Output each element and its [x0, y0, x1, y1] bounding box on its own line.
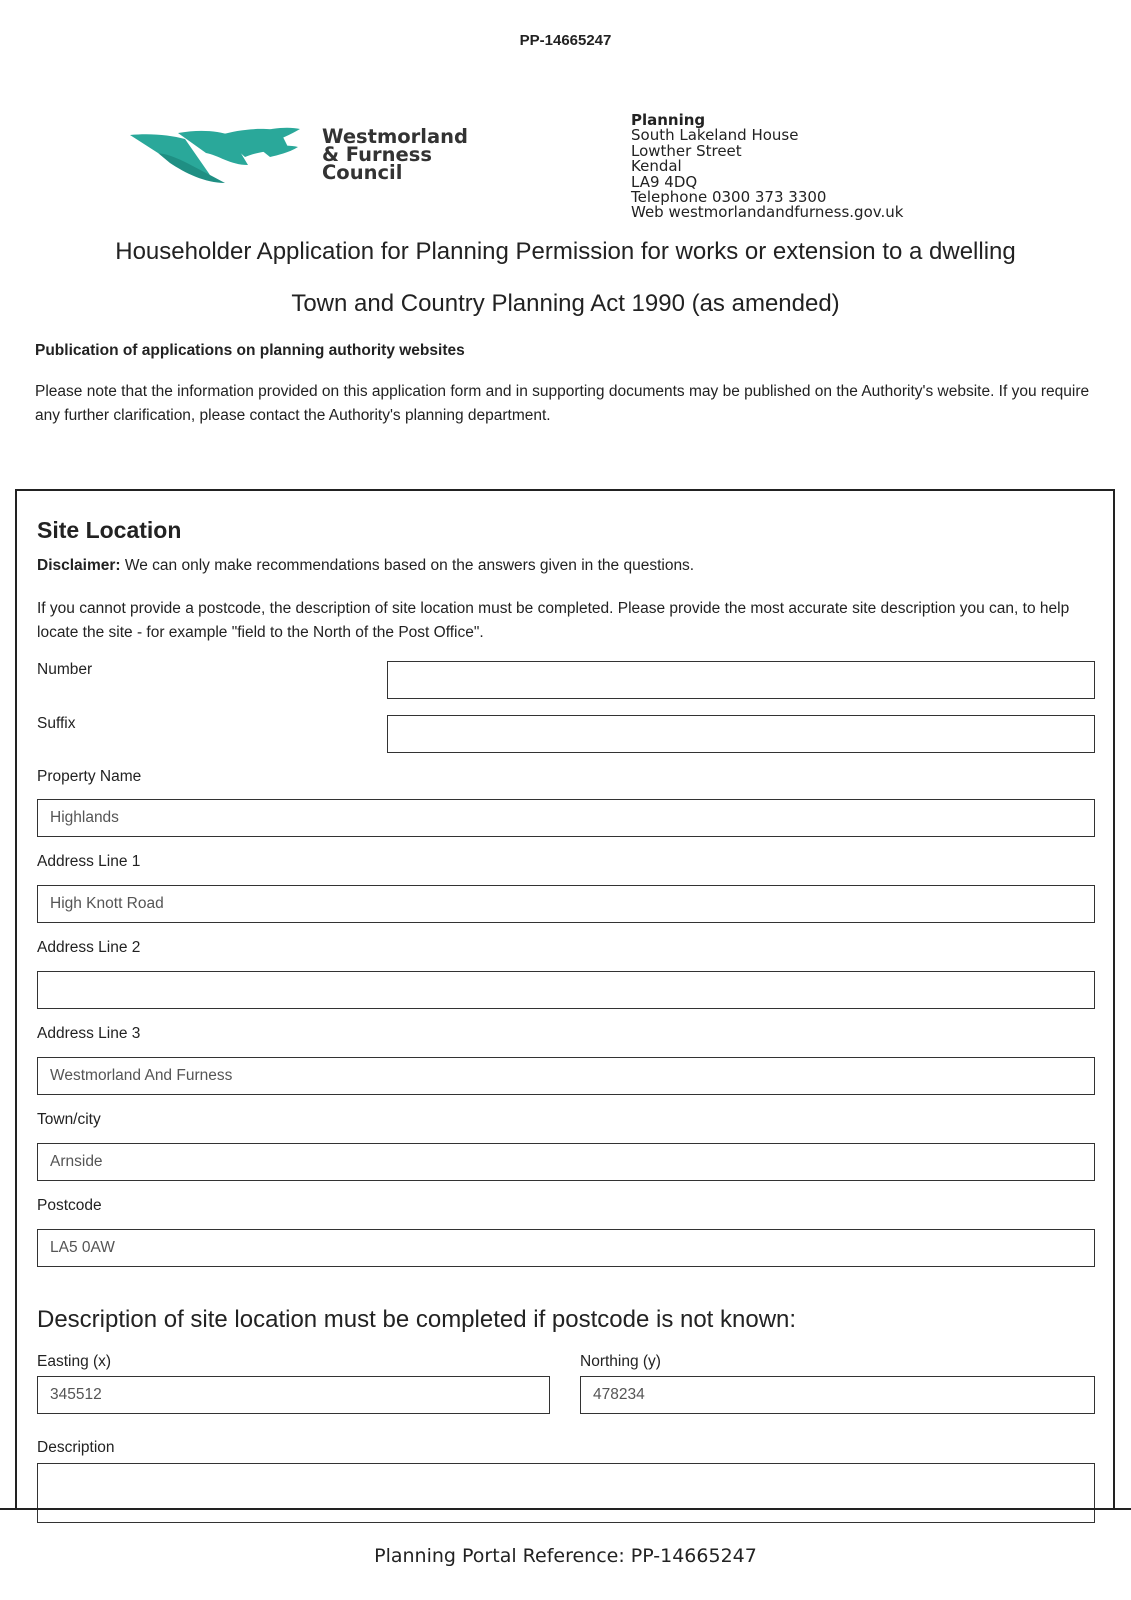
- address-line-2-field[interactable]: [37, 971, 1095, 1009]
- address-telephone: Telephone 0300 373 3300: [631, 188, 827, 207]
- town-city-field[interactable]: Arnside: [37, 1143, 1095, 1181]
- property-name-field[interactable]: Highlands: [37, 799, 1095, 837]
- council-logo-icon: [130, 125, 320, 195]
- number-label: Number: [37, 661, 93, 678]
- easting-field[interactable]: 345512: [37, 1376, 550, 1414]
- easting-label: Easting (x): [37, 1353, 112, 1370]
- address-line: Kendal: [631, 157, 682, 176]
- council-logo: [130, 120, 530, 200]
- site-location-section: [15, 489, 1115, 1509]
- address-line-3-label: Address Line 3: [37, 1025, 141, 1042]
- publication-text: Please note that the information provided on this application form and in supporting documents may be published on the Authority's website. If you require any further clarification, please contact the Authority's planning department.: [35, 383, 1090, 424]
- form-title: Householder Application for Planning Permission for works or extension to a dwelling: [115, 238, 1016, 265]
- disclaimer-label: Disclaimer:: [37, 557, 121, 574]
- property-name-label: Property Name: [37, 768, 142, 785]
- address-line: Lowther Street: [631, 141, 742, 160]
- description-field[interactable]: [37, 1463, 1095, 1523]
- page-reference: PP-14665247: [519, 32, 612, 49]
- council-name-line1: Westmorland: [322, 125, 468, 148]
- form-subtitle: Town and Country Planning Act 1990 (as amended): [291, 290, 840, 317]
- address-line-1-label: Address Line 1: [37, 853, 141, 870]
- address-line: LA9 4DQ: [631, 172, 698, 191]
- number-field[interactable]: [387, 661, 1095, 699]
- address-line-3-field[interactable]: Westmorland And Furness: [37, 1057, 1095, 1095]
- footer-divider: [0, 1508, 1131, 1510]
- disclaimer: [37, 557, 694, 575]
- postcode-label: Postcode: [37, 1197, 102, 1214]
- address-title: Planning: [631, 111, 706, 129]
- town-city-label: Town/city: [37, 1111, 101, 1128]
- footer-reference: Planning Portal Reference: PP-14665247: [374, 1545, 757, 1567]
- council-name-line2: & Furness: [322, 143, 432, 166]
- disclaimer-text: We can only make recommendations based on the answers given in the questions.: [120, 557, 695, 574]
- council-name: [322, 125, 468, 184]
- section-title: Site Location: [37, 517, 182, 543]
- address-line-1-field[interactable]: High Knott Road: [37, 885, 1095, 923]
- description-label: Description: [37, 1439, 115, 1456]
- address-line: South Lakeland House: [631, 126, 799, 145]
- northing-label: Northing (y): [580, 1353, 661, 1370]
- address-web: Web westmorlandandfurness.gov.uk: [631, 203, 904, 222]
- address-line-2-label: Address Line 2: [37, 939, 141, 956]
- site-instructions: If you cannot provide a postcode, the description of site location must be completed. Please provide the most accurate site description you can, to help locate the site - for example "field to the North of the Post Office".: [37, 600, 1070, 641]
- council-address: [631, 113, 903, 221]
- council-name-line3: Council: [322, 161, 403, 184]
- suffix-label: Suffix: [37, 715, 76, 732]
- postcode-field[interactable]: LA5 0AW: [37, 1229, 1095, 1267]
- description-heading: Description of site location must be completed if postcode is not known:: [37, 1306, 797, 1333]
- publication-heading: Publication of applications on planning authority websites: [35, 342, 465, 359]
- suffix-field[interactable]: [387, 715, 1095, 753]
- northing-field[interactable]: 478234: [580, 1376, 1095, 1414]
